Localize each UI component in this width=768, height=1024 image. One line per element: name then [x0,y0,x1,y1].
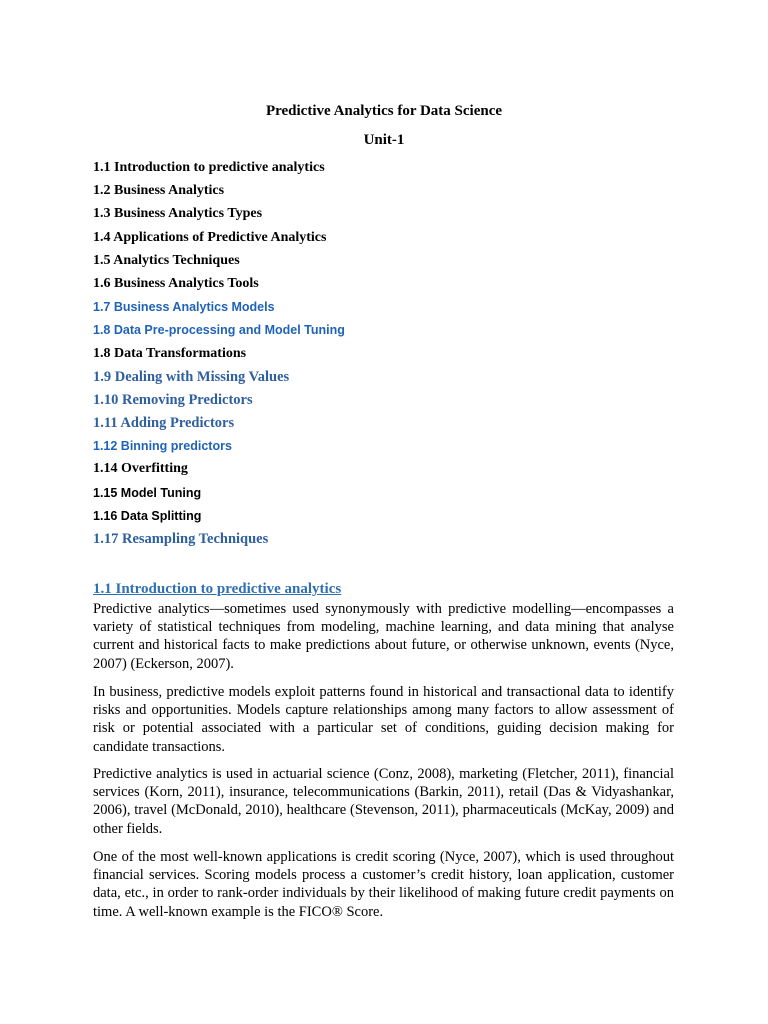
toc-item[interactable]: 1.5 Analytics Techniques [93,252,240,268]
toc-item[interactable]: 1.1 Introduction to predictive analytics [93,160,325,175]
body-paragraph: In business, predictive models exploit patterns found in historical and transactional data to identify risks and opportunities. Models capture relationships among many factors to allow assessment of risk or potential associated with a particular set of conditions, guiding decision making for candidate transactions. [93,684,674,755]
toc-item[interactable]: 1.14 Overfitting [93,461,188,477]
body-paragraph: Predictive analytics—sometimes used synonymously with predictive modelling—encompasses a variety of statistical techniques from modeling, machine learning, and data mining that analyse current and historical facts to make predictions about future, or otherwise unknown, events (Nyce, 2007) (Eckerson, 2007). [93,601,674,672]
toc-item[interactable]: 1.15 Model Tuning [93,485,202,500]
toc-item[interactable]: 1.12 Binning predictors [93,439,232,454]
toc-item[interactable]: 1.17 Resampling Techniques [93,531,269,547]
toc-item[interactable]: 1.6 Business Analytics Tools [93,275,259,291]
body-paragraph: One of the most well-known applications is credit scoring (Nyce, 2007), which is used throughout financial services. Scoring models process a customer’s credit history, loan application, customer data, etc., in order to rank-order individuals by their likelihood of making future credit payments on time. A well-known example is the FICO® Score. [93,849,674,920]
document-title: Predictive Analytics for Data Science [265,103,503,119]
unit-title: Unit-1 [363,132,405,148]
toc-item[interactable]: 1.8 Data Pre-processing and Model Tuning [93,323,345,338]
section-heading[interactable]: 1.1 Introduction to predictive analytics [93,581,342,597]
toc-item[interactable]: 1.8 Data Transformations [93,345,247,361]
toc-item[interactable]: 1.3 Business Analytics Types [93,206,263,222]
toc-item[interactable]: 1.7 Business Analytics Models [93,300,275,315]
body-paragraph: Predictive analytics is used in actuarial science (Conz, 2008), marketing (Fletcher, 2011), financial services (Korn, 2011), insurance, telecommunications (Barkin, 2011), retail (Das & Vidyashankar, 2006), travel (McDonald, 2010), healthcare (Stevenson, 2011), pharmaceuticals (McKay, 2009) and other fields. [93,766,674,837]
toc-item[interactable]: 1.16 Data Splitting [93,508,202,523]
toc-item[interactable]: 1.9 Dealing with Missing Values [93,368,290,385]
toc-item[interactable]: 1.2 Business Analytics [93,183,225,199]
toc-item[interactable]: 1.10 Removing Predictors [93,391,253,408]
toc-item[interactable]: 1.11 Adding Predictors [93,415,235,432]
toc-item[interactable]: 1.4 Applications of Predictive Analytics [93,229,327,245]
table-of-contents [93,158,345,552]
